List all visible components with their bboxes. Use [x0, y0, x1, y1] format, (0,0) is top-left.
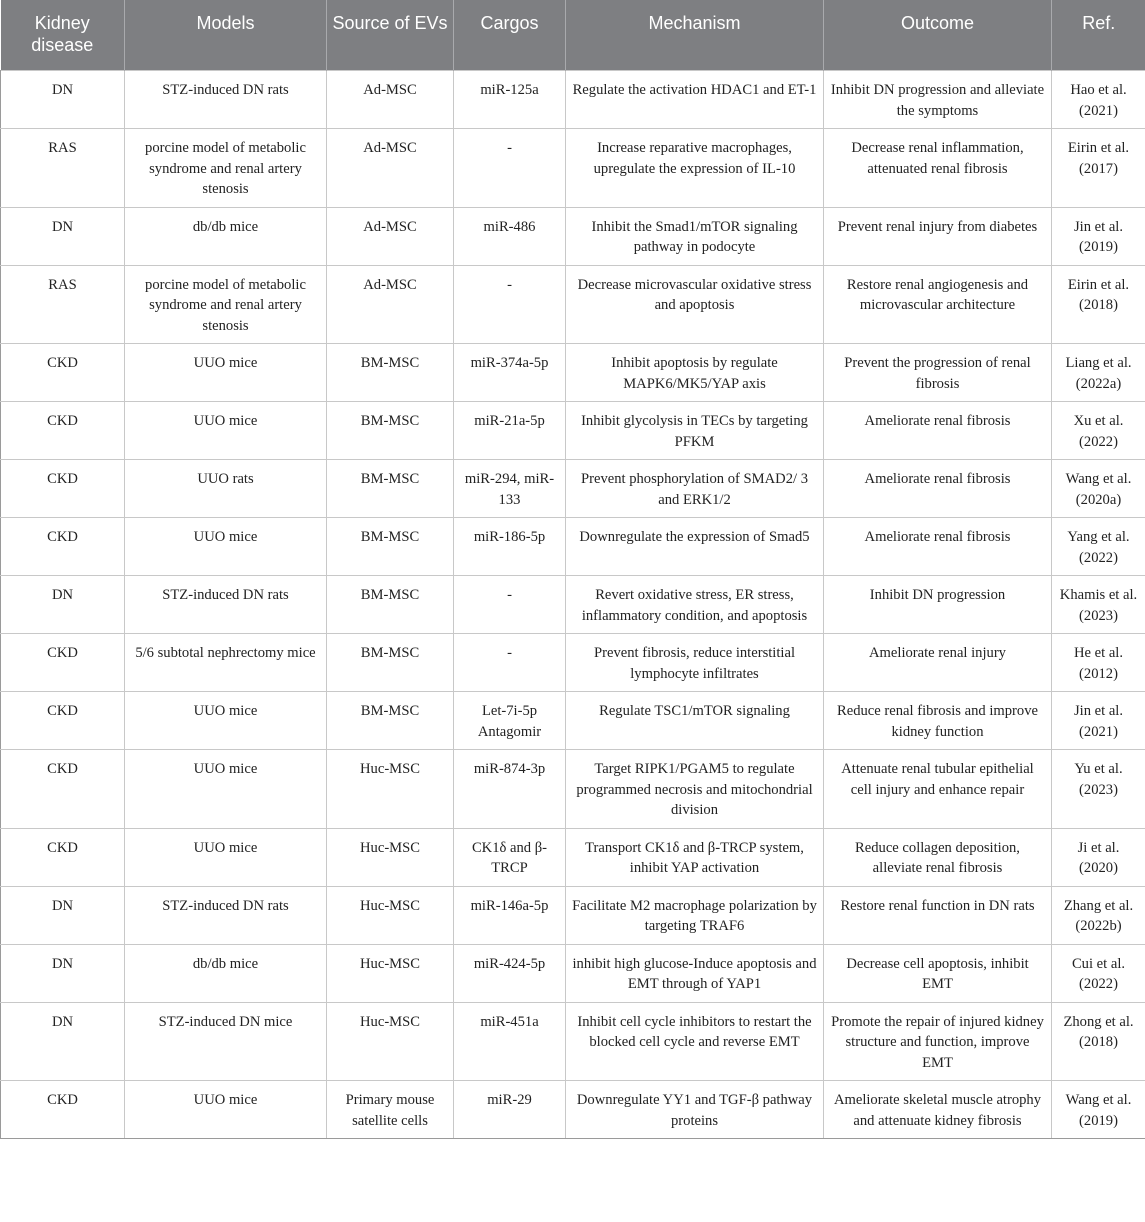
cell-kidney-disease: DN	[1, 576, 125, 634]
cell-ref: Eirin et al. (2018)	[1052, 265, 1145, 344]
cell-kidney-disease: CKD	[1, 518, 125, 576]
cell-cargos: miR-29	[454, 1081, 566, 1139]
cell-kidney-disease: CKD	[1, 692, 125, 750]
cell-source: BM-MSC	[327, 518, 454, 576]
cell-mechanism: Downregulate the expression of Smad5	[566, 518, 824, 576]
table-row	[1, 886, 1145, 944]
header-mechanism: Mechanism	[566, 0, 824, 71]
table-row	[1, 265, 1145, 344]
table-row	[1, 71, 1145, 129]
cell-mechanism: Prevent phosphorylation of SMAD2/ 3 and ERK1/2	[566, 460, 824, 518]
cell-cargos: -	[454, 634, 566, 692]
cell-ref: Xu et al. (2022)	[1052, 402, 1145, 460]
table-row	[1, 576, 1145, 634]
cell-ref: Jin et al. (2019)	[1052, 207, 1145, 265]
table-row	[1, 1002, 1145, 1081]
cell-mechanism: Facilitate M2 macrophage polarization by targeting TRAF6	[566, 886, 824, 944]
cell-models: STZ-induced DN rats	[125, 576, 327, 634]
cell-kidney-disease: CKD	[1, 1081, 125, 1139]
table-row	[1, 402, 1145, 460]
cell-cargos: miR-125a	[454, 71, 566, 129]
cell-source: Huc-MSC	[327, 944, 454, 1002]
header-outcome: Outcome	[824, 0, 1052, 71]
cell-kidney-disease: DN	[1, 71, 125, 129]
table-row	[1, 1081, 1145, 1139]
cell-mechanism: Regulate the activation HDAC1 and ET-1	[566, 71, 824, 129]
cell-kidney-disease: CKD	[1, 344, 125, 402]
cell-outcome: Restore renal function in DN rats	[824, 886, 1052, 944]
cell-models: porcine model of metabolic syndrome and renal artery stenosis	[125, 265, 327, 344]
cell-source: Huc-MSC	[327, 1002, 454, 1081]
table-row	[1, 828, 1145, 886]
cell-mechanism: Prevent fibrosis, reduce interstitial lymphocyte infiltrates	[566, 634, 824, 692]
header-source-of-evs: Source of EVs	[327, 0, 454, 71]
cell-models: UUO mice	[125, 692, 327, 750]
table-row	[1, 518, 1145, 576]
cell-models: UUO mice	[125, 750, 327, 829]
cell-models: db/db mice	[125, 207, 327, 265]
cell-outcome: Decrease cell apoptosis, inhibit EMT	[824, 944, 1052, 1002]
header-models: Models	[125, 0, 327, 71]
cell-cargos: CK1δ and β-TRCP	[454, 828, 566, 886]
cell-models: UUO rats	[125, 460, 327, 518]
cell-ref: Zhong et al. (2018)	[1052, 1002, 1145, 1081]
cell-models: STZ-induced DN rats	[125, 886, 327, 944]
cell-cargos: Let-7i-5p Antagomir	[454, 692, 566, 750]
cell-outcome: Prevent the progression of renal fibrosis	[824, 344, 1052, 402]
cell-mechanism: Inhibit apoptosis by regulate MAPK6/MK5/YAP axis	[566, 344, 824, 402]
cell-outcome: Promote the repair of injured kidney structure and function, improve EMT	[824, 1002, 1052, 1081]
cell-models: STZ-induced DN rats	[125, 71, 327, 129]
cell-kidney-disease: DN	[1, 886, 125, 944]
cell-outcome: Ameliorate renal fibrosis	[824, 402, 1052, 460]
cell-outcome: Ameliorate renal fibrosis	[824, 460, 1052, 518]
cell-cargos: -	[454, 129, 566, 208]
cell-mechanism: Regulate TSC1/mTOR signaling	[566, 692, 824, 750]
cell-cargos: miR-874-3p	[454, 750, 566, 829]
cell-source: BM-MSC	[327, 344, 454, 402]
cell-mechanism: Revert oxidative stress, ER stress, inflammatory condition, and apoptosis	[566, 576, 824, 634]
cell-kidney-disease: DN	[1, 207, 125, 265]
cell-cargos: miR-294, miR-133	[454, 460, 566, 518]
cell-outcome: Reduce renal fibrosis and improve kidney function	[824, 692, 1052, 750]
cell-cargos: miR-146a-5p	[454, 886, 566, 944]
cell-models: db/db mice	[125, 944, 327, 1002]
cell-models: UUO mice	[125, 828, 327, 886]
cell-ref: Zhang et al. (2022b)	[1052, 886, 1145, 944]
cell-kidney-disease: CKD	[1, 828, 125, 886]
cell-cargos: miR-21a-5p	[454, 402, 566, 460]
cell-source: BM-MSC	[327, 576, 454, 634]
cell-kidney-disease: RAS	[1, 265, 125, 344]
cell-kidney-disease: CKD	[1, 634, 125, 692]
cell-ref: Jin et al. (2021)	[1052, 692, 1145, 750]
table-body	[1, 71, 1145, 1139]
cell-ref: Cui et al. (2022)	[1052, 944, 1145, 1002]
cell-models: porcine model of metabolic syndrome and renal artery stenosis	[125, 129, 327, 208]
cell-kidney-disease: DN	[1, 944, 125, 1002]
table-row	[1, 344, 1145, 402]
table-row	[1, 750, 1145, 829]
cell-cargos: -	[454, 576, 566, 634]
table-row	[1, 207, 1145, 265]
cell-mechanism: Increase reparative macrophages, upregulate the expression of IL-10	[566, 129, 824, 208]
cell-source: BM-MSC	[327, 692, 454, 750]
cell-cargos: miR-186-5p	[454, 518, 566, 576]
cell-source: Huc-MSC	[327, 750, 454, 829]
cell-outcome: Attenuate renal tubular epithelial cell injury and enhance repair	[824, 750, 1052, 829]
cell-ref: Wang et al. (2019)	[1052, 1081, 1145, 1139]
cell-mechanism: Transport CK1δ and β-TRCP system, inhibit YAP activation	[566, 828, 824, 886]
table-header	[1, 0, 1145, 71]
cell-outcome: Prevent renal injury from diabetes	[824, 207, 1052, 265]
cell-cargos: miR-424-5p	[454, 944, 566, 1002]
header-cargos: Cargos	[454, 0, 566, 71]
cell-outcome: Inhibit DN progression	[824, 576, 1052, 634]
cell-kidney-disease: CKD	[1, 750, 125, 829]
cell-models: STZ-induced DN mice	[125, 1002, 327, 1081]
cell-outcome: Ameliorate skeletal muscle atrophy and attenuate kidney fibrosis	[824, 1081, 1052, 1139]
cell-outcome: Reduce collagen deposition, alleviate renal fibrosis	[824, 828, 1052, 886]
cell-source: Huc-MSC	[327, 886, 454, 944]
cell-ref: Yang et al. (2022)	[1052, 518, 1145, 576]
cell-mechanism: Inhibit the Smad1/mTOR signaling pathway in podocyte	[566, 207, 824, 265]
cell-outcome: Decrease renal inflammation, attenuated renal fibrosis	[824, 129, 1052, 208]
cell-kidney-disease: DN	[1, 1002, 125, 1081]
cell-ref: Hao et al. (2021)	[1052, 71, 1145, 129]
cell-ref: Yu et al. (2023)	[1052, 750, 1145, 829]
header-kidney-disease: Kidney disease	[1, 0, 125, 71]
cell-outcome: Ameliorate renal fibrosis	[824, 518, 1052, 576]
table-row	[1, 692, 1145, 750]
cell-mechanism: Inhibit glycolysis in TECs by targeting PFKM	[566, 402, 824, 460]
cell-source: BM-MSC	[327, 634, 454, 692]
cell-mechanism: Downregulate YY1 and TGF-β pathway proteins	[566, 1081, 824, 1139]
table-row	[1, 634, 1145, 692]
cell-mechanism: Inhibit cell cycle inhibitors to restart the blocked cell cycle and reverse EMT	[566, 1002, 824, 1081]
cell-cargos: miR-451a	[454, 1002, 566, 1081]
cell-mechanism: Decrease microvascular oxidative stress and apoptosis	[566, 265, 824, 344]
cell-source: Ad-MSC	[327, 265, 454, 344]
cell-outcome: Inhibit DN progression and alleviate the symptoms	[824, 71, 1052, 129]
cell-ref: Wang et al. (2020a)	[1052, 460, 1145, 518]
cell-models: UUO mice	[125, 344, 327, 402]
cell-models: 5/6 subtotal nephrectomy mice	[125, 634, 327, 692]
cell-models: UUO mice	[125, 402, 327, 460]
cell-source: BM-MSC	[327, 402, 454, 460]
cell-models: UUO mice	[125, 1081, 327, 1139]
cell-kidney-disease: CKD	[1, 402, 125, 460]
cell-source: Primary mouse satellite cells	[327, 1081, 454, 1139]
cell-cargos: miR-374a-5p	[454, 344, 566, 402]
cell-models: UUO mice	[125, 518, 327, 576]
table-row	[1, 944, 1145, 1002]
cell-kidney-disease: RAS	[1, 129, 125, 208]
cell-source: BM-MSC	[327, 460, 454, 518]
table-row	[1, 129, 1145, 208]
table-row	[1, 460, 1145, 518]
cell-outcome: Restore renal angiogenesis and microvascular architecture	[824, 265, 1052, 344]
cell-cargos: -	[454, 265, 566, 344]
cell-source: Ad-MSC	[327, 129, 454, 208]
header-ref: Ref.	[1052, 0, 1145, 71]
cell-mechanism: Target RIPK1/PGAM5 to regulate programmed necrosis and mitochondrial division	[566, 750, 824, 829]
cell-source: Ad-MSC	[327, 207, 454, 265]
cell-kidney-disease: CKD	[1, 460, 125, 518]
cell-ref: Eirin et al. (2017)	[1052, 129, 1145, 208]
cell-ref: Liang et al. (2022a)	[1052, 344, 1145, 402]
cell-source: Ad-MSC	[327, 71, 454, 129]
cell-mechanism: inhibit high glucose-Induce apoptosis and EMT through of YAP1	[566, 944, 824, 1002]
cell-ref: Ji et al. (2020)	[1052, 828, 1145, 886]
cell-source: Huc-MSC	[327, 828, 454, 886]
cell-ref: Khamis et al. (2023)	[1052, 576, 1145, 634]
header-row	[1, 0, 1145, 71]
cell-ref: He et al. (2012)	[1052, 634, 1145, 692]
cell-outcome: Ameliorate renal injury	[824, 634, 1052, 692]
cell-cargos: miR-486	[454, 207, 566, 265]
